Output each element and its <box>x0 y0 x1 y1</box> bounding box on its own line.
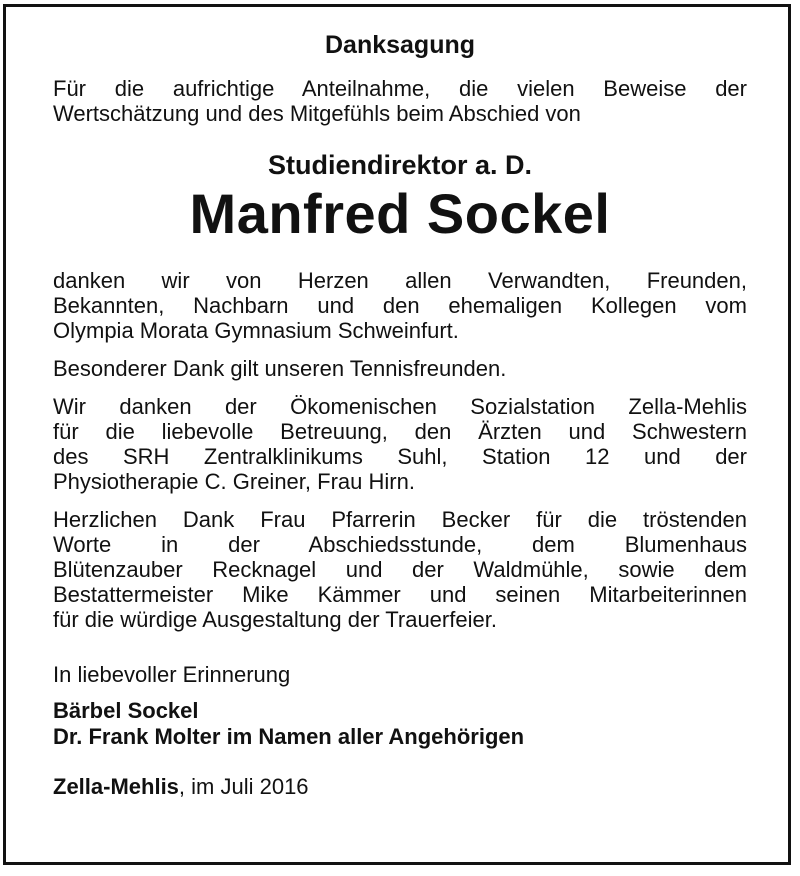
text-line: Bestattermeister Mike Kämmer und seinen Mitarbeiterinnen <box>53 582 747 607</box>
place-date <box>53 774 747 800</box>
funeral-thanks-paragraph <box>53 507 747 632</box>
special-thanks-paragraph <box>53 356 747 381</box>
text-line: Worte in der Abschiedsstunde, dem Blumenhaus <box>53 532 747 557</box>
text-line: Olympia Morata Gymnasium Schweinfurt. <box>53 318 459 343</box>
care-thanks-paragraph <box>53 394 747 494</box>
place-city: Zella-Mehlis <box>53 774 179 799</box>
intro-paragraph <box>53 76 747 126</box>
text-line: des SRH Zentralklinikums Suhl, Station 12 und der <box>53 444 747 469</box>
intro-line: Für die aufrichtige Anteilnahme, die vielen Beweise der <box>53 76 747 101</box>
place-date-text: , im Juli 2016 <box>178 774 309 799</box>
deceased-title: Studiendirektor a. D. <box>267 150 533 180</box>
thanks-paragraph <box>53 268 747 343</box>
text-line: Wir danken der Ökomenischen Sozialstation Zella-Mehlis <box>53 394 747 419</box>
signature-block <box>53 698 747 750</box>
text-line: Bekannten, Nachbarn und den ehemaligen Kollegen vom <box>53 293 747 318</box>
notice-heading: Danksagung <box>324 31 476 59</box>
closing-line: In liebevoller Erinnerung <box>53 662 291 687</box>
signature-name: Dr. Frank Molter im Namen aller Angehörigen <box>53 724 525 749</box>
text-line: für die würdige Ausgestaltung der Trauerfeier. <box>53 607 497 632</box>
text-line: für die liebevolle Betreuung, den Ärzten und Schwestern <box>53 419 747 444</box>
obituary-notice <box>53 30 747 800</box>
text-line: danken wir von Herzen allen Verwandten, Freunden, <box>53 268 747 293</box>
signature-name: Bärbel Sockel <box>53 698 199 723</box>
text-line: Physiotherapie C. Greiner, Frau Hirn. <box>53 469 415 494</box>
text-line: Besonderer Dank gilt unseren Tennisfreunden. <box>53 356 507 381</box>
text-line: Blütenzauber Recknagel und der Waldmühle, sowie dem <box>53 557 747 582</box>
intro-line: Wertschätzung und des Mitgefühls beim Abschied von <box>53 101 581 126</box>
deceased-name: Manfred Sockel <box>189 182 611 245</box>
text-line: Herzlichen Dank Frau Pfarrerin Becker für die tröstenden <box>53 507 747 532</box>
